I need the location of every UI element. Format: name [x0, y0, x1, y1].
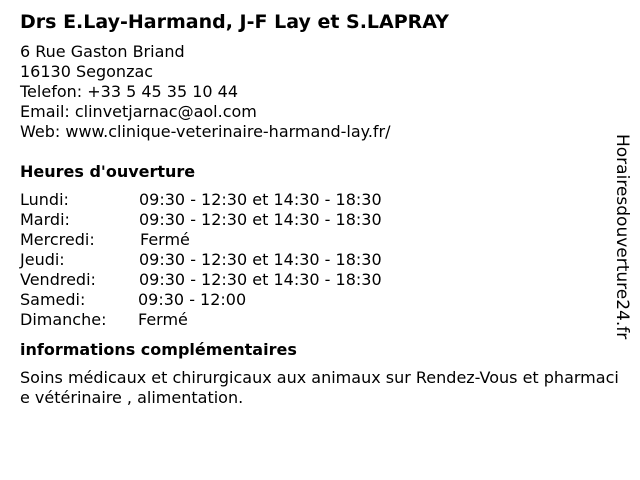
hours-value: 09:30 - 12:30 et 14:30 - 18:30	[139, 270, 382, 289]
website-link[interactable]: Web: www.clinique-veterinaire-harmand-lay.fr/	[20, 122, 391, 141]
hours-row-tuesday	[20, 210, 620, 230]
day-label: Mercredi:	[20, 230, 95, 249]
hours-heading: Heures d'ouverture	[20, 162, 196, 181]
hours-row-friday	[20, 270, 620, 290]
address-block	[20, 42, 620, 142]
info-description: Soins médicaux et chirurgicaux aux animaux sur Rendez-Vous et pharmacie vétérinaire , alimentation.	[20, 368, 619, 407]
email-address[interactable]: Email: clinvetjarnac@aol.com	[20, 102, 257, 121]
hours-value: Fermé	[138, 310, 188, 329]
city-postal: 16130 Segonzac	[20, 62, 154, 81]
hours-value: Fermé	[140, 230, 190, 249]
info-heading: informations complémentaires	[20, 340, 297, 359]
clinic-title: Drs E.Lay-Harmand, J-F Lay et S.LAPRAY	[20, 11, 449, 33]
side-brand-text: Horairesdouverture24.fr	[612, 134, 632, 340]
day-label: Mardi:	[20, 210, 70, 229]
hours-row-monday	[20, 190, 620, 210]
street-address: 6 Rue Gaston Briand	[20, 42, 185, 61]
hours-table	[20, 190, 620, 330]
phone-number[interactable]: Telefon: +33 5 45 35 10 44	[20, 82, 239, 101]
hours-row-sunday	[20, 310, 620, 330]
hours-row-saturday	[20, 290, 620, 310]
side-brand-watermark[interactable]	[612, 134, 632, 344]
day-label: Lundi:	[20, 190, 69, 209]
clinic-card	[20, 10, 620, 408]
hours-value: 09:30 - 12:30 et 14:30 - 18:30	[139, 250, 382, 269]
day-label: Dimanche:	[20, 310, 107, 329]
hours-row-wednesday	[20, 230, 620, 250]
day-label: Vendredi:	[20, 270, 96, 289]
day-label: Jeudi:	[20, 250, 65, 269]
hours-row-thursday	[20, 250, 620, 270]
hours-value: 09:30 - 12:30 et 14:30 - 18:30	[139, 210, 382, 229]
hours-value: 09:30 - 12:00	[138, 290, 247, 309]
hours-value: 09:30 - 12:30 et 14:30 - 18:30	[139, 190, 382, 209]
day-label: Samedi:	[20, 290, 86, 309]
